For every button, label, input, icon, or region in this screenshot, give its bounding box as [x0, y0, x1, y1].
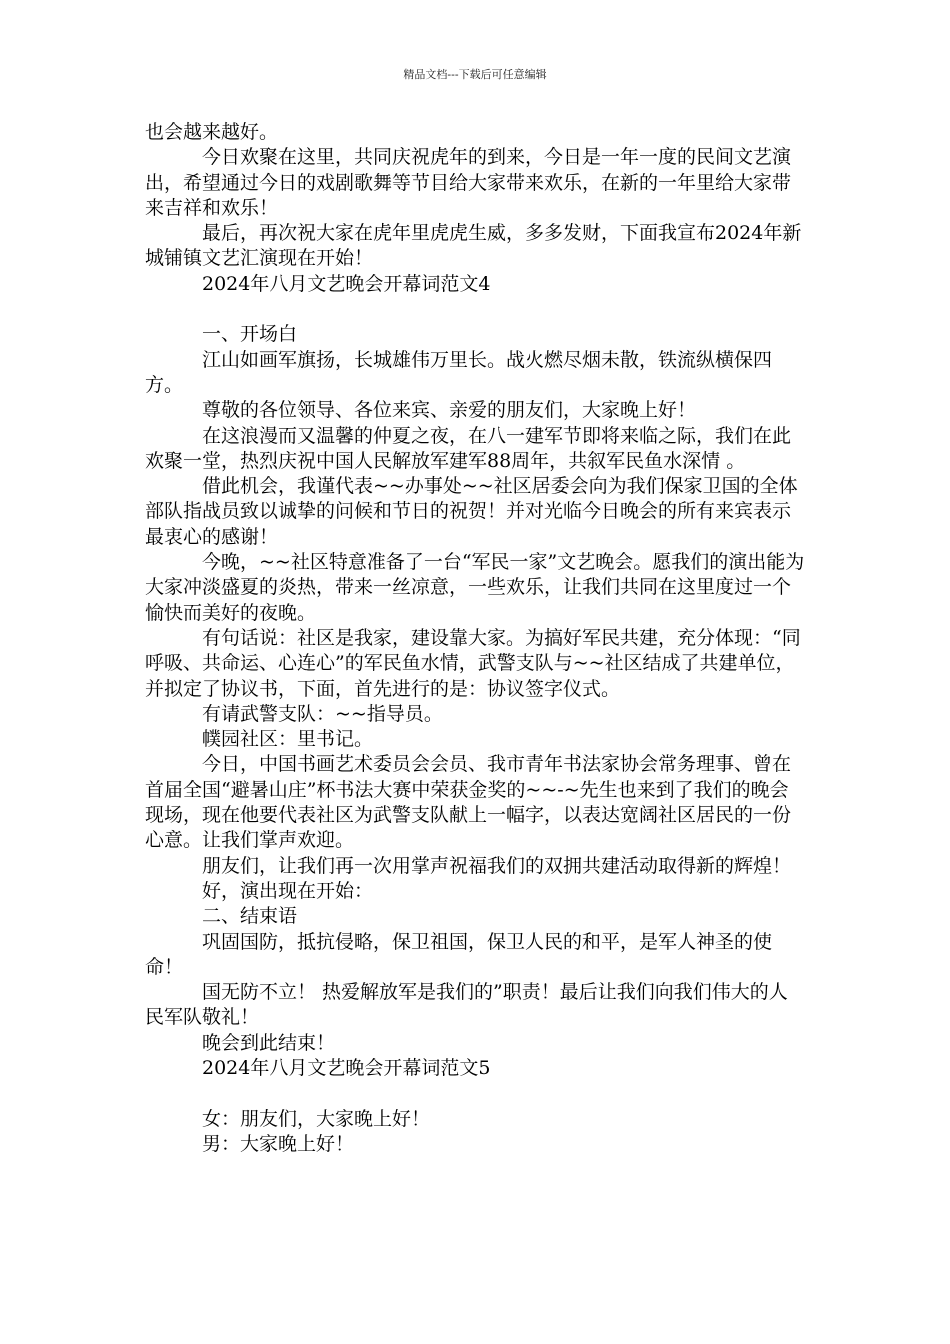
paragraph: 巩固国防，抵抗侵略，保卫祖国，保卫人民的和平，是军人神圣的使命！ — [145, 930, 773, 978]
paragraph: 今日欢聚在这里，共同庆祝虎年的到来，今日是一年一度的民间文艺演出，希望通过今日的戏剧歌舞等节目给大家带来欢乐，在新的一年里给大家带来吉祥和欢乐！ — [145, 146, 792, 219]
paragraph: 女：朋友们，大家晚上好！ — [202, 1107, 431, 1130]
paragraph: 男：大家晚上好！ — [202, 1132, 355, 1155]
document-body — [145, 120, 805, 1157]
paragraph: 有句话说：社区是我家，建设靠大家。为搞好军民共建，充分体现：“同呼吸、共命运、心连心”的军民鱼水情，武警支队与~~社区结成了共建单位，并拟定了协议书，下面，首先进行的是：协议签字仪式。 — [145, 626, 801, 700]
paragraph: 国无防不立！ 热爱解放军是我们的”职责！最后让我们向我们伟大的人民军队敬礼！ — [145, 981, 788, 1029]
paragraph: 今晚，~~社区特意准备了一台“军民一家”文艺晚会。愿我们的演出能为大家冲淡盛夏的炎热，带来一丝凉意，一些欢乐，让我们共同在这里度过一个愉快而美好的夜晚。 — [145, 551, 805, 624]
paragraph: 一、开场白 — [202, 323, 298, 346]
paragraph: 二、结束语 — [202, 905, 298, 928]
paragraph: 2024年八月文艺晚会开幕词范文5 — [202, 1056, 491, 1079]
paragraph: 最后，再次祝大家在虎年里虎虎生威，多多发财，下面我宣布2024年新城铺镇文艺汇演现在开始！ — [145, 222, 802, 270]
blank-line — [145, 1081, 805, 1106]
paragraph: 朋友们，让我们再一次用掌声祝福我们的双拥共建活动取得新的辉煌！ — [202, 854, 792, 877]
paragraph: 今日，中国书画艺术委员会会员、我市青年书法家协会常务理事、曾在首届全国“避暑山庄”杯书法大赛中荣获金奖的~~-~先生也来到了我们的晚会现场，现在他要代表社区为武警支队献上一幅字，以表达宽阔社区居民的一份心意。让我们掌声欢迎。 — [145, 753, 792, 852]
paragraph: 尊敬的各位领导、各位来宾、亲爱的朋友们，大家晚上好！ — [202, 399, 697, 422]
paragraph: 也会越来越好。 — [145, 121, 279, 143]
paragraph: 晚会到此结束！ — [202, 1031, 336, 1054]
paragraph: 在这浪漫而又温馨的仲夏之夜，在八一建军节即将来临之际，我们在此欢聚一堂，热烈庆祝中国人民解放军建军88周年，共叙军民鱼水深情 。 — [145, 424, 792, 472]
blank-line — [145, 297, 805, 322]
page-header: 精品文档---下载后可任意编辑 — [403, 68, 547, 81]
paragraph: 借此机会，我谨代表~~办事处~~社区居委会向为我们保家卫国的全体部队指战员致以诚挚的问候和节日的祝贺！并对光临今日晚会的所有来宾表示最衷心的感谢！ — [145, 475, 798, 548]
paragraph: 江山如画军旗扬，长城雄伟万里长。战火燃尽烟未散，铁流纵横保四方。 — [145, 348, 773, 396]
paragraph: 好，演出现在开始： — [202, 879, 374, 902]
paragraph: 2024年八月文艺晚会开幕词范文4 — [202, 272, 491, 295]
paragraph: 幞园社区：里书记。 — [202, 728, 374, 751]
paragraph: 有请武警支队：~~指导员。 — [202, 702, 443, 725]
